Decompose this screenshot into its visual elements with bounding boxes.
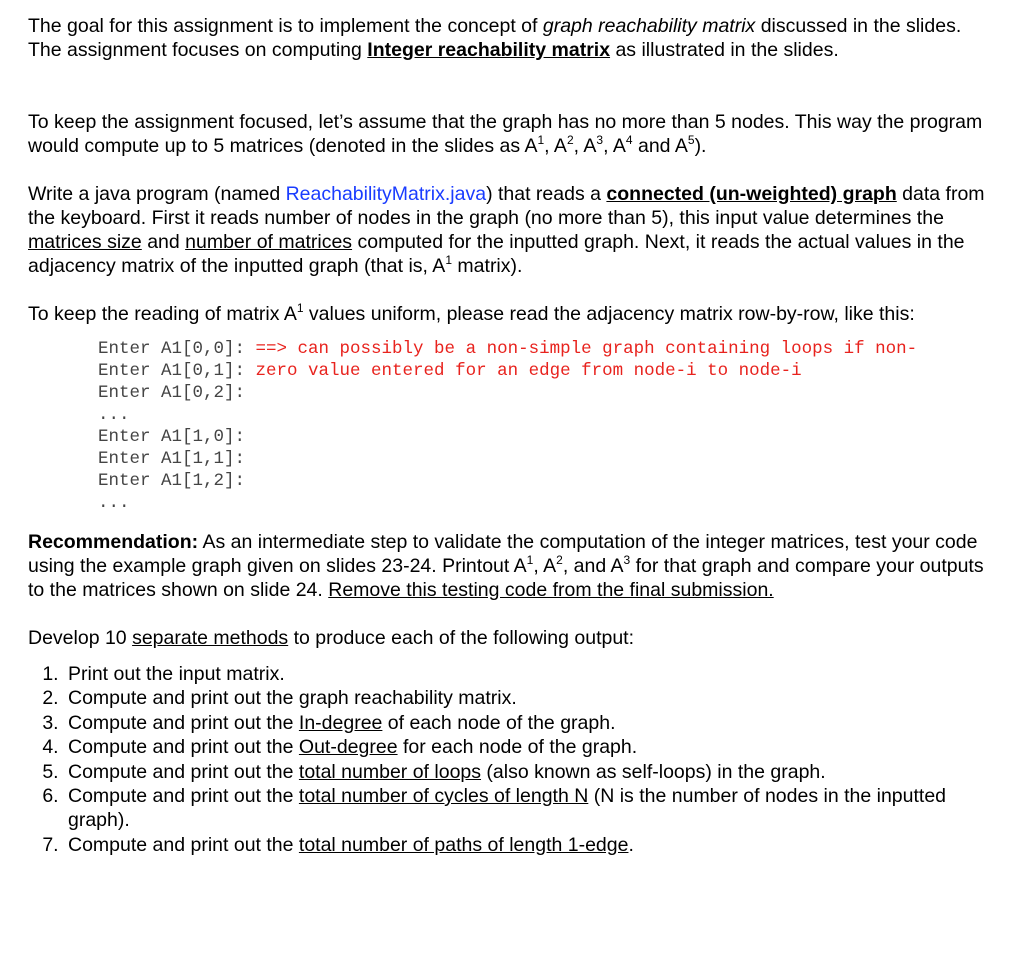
- code-line: Enter A1[0,0]: ==> can possibly be a non-simple graph containing loops if non-: [98, 339, 918, 359]
- recommendation-label: Recommendation:: [28, 531, 199, 553]
- code-line: Enter A1[0,1]: zero value entered for an edge from node-i to node-i: [98, 361, 802, 381]
- integer-reachability-matrix-term: Integer reachability matrix: [367, 39, 611, 61]
- recommendation-paragraph: Recommendation: As an intermediate step to validate the computation of the integer matrices, test your code using the example graph given on slides 23-24. Printout $A^1$, $A^2$, and $A^3$ for that graph and compare your outputs to the matrices shown on slide 24. Remove this testing code from the final submission.: [28, 531, 984, 601]
- matrices-size-term: matrices size: [28, 231, 142, 253]
- list-item: 7. Compute and print out the total number of paths of length 1-edge.: [64, 833, 988, 857]
- code-line: Enter A1[0,2]:: [98, 383, 246, 403]
- code-line: Enter A1[1,0]:: [98, 427, 246, 447]
- intro-paragraph: The goal for this assignment is to implement the concept of graph reachability matrix discussed in the slides. The assignment focuses on computing Integer reachability matrix as illustrated in the slides.: [28, 15, 962, 61]
- code-ellipsis: ...: [98, 405, 130, 425]
- connected-graph-term: connected (un-weighted) graph: [606, 183, 897, 205]
- scope-paragraph: To keep the assignment focused, let’s assume that the graph has no more than 5 nodes. This way the program would compute up to 5 matrices (denoted in the slides as $A^1$, $A^2$, $A^3$, $A^4$ and $A^5$).: [28, 111, 983, 157]
- remove-testing-code-note: Remove this testing code from the final submission.: [328, 579, 774, 601]
- code-ellipsis: ...: [98, 493, 130, 513]
- assignment-document: [28, 14, 988, 857]
- graph-reachability-matrix-term: graph reachability matrix: [542, 15, 756, 37]
- list-item: 1. Print out the input matrix.: [64, 662, 988, 686]
- list-item: 4. Compute and print out the Out-degree for each node of the graph.: [64, 735, 988, 759]
- input-format-paragraph: To keep the reading of matrix $A^1$ values uniform, please read the adjacency matrix row-by-row, like this:: [28, 300, 915, 325]
- requirements-list: [28, 662, 988, 857]
- list-item: 2. Compute and print out the graph reachability matrix.: [64, 686, 988, 710]
- list-item: 3. Compute and print out the In-degree of each node of the graph.: [64, 711, 988, 735]
- list-item: 5. Compute and print out the total number of loops (also known as self-loops) in the graph.: [64, 760, 988, 784]
- methods-paragraph: Develop 10 separate methods to produce each of the following output:: [28, 627, 635, 649]
- program-filename: ReachabilityMatrix.java: [285, 183, 487, 205]
- code-line: Enter A1[1,2]:: [98, 471, 246, 491]
- code-line: Enter A1[1,1]:: [98, 449, 246, 469]
- program-paragraph: Write a java program (named ReachabilityMatrix.java) that reads a connected (un-weighted) graph data from the keyboard. First it reads number of nodes in the graph (no more than 5), this input value determines the matrices size and number of matrices computed for the inputted graph. Next, it reads the actual values in the adjacency matrix of the inputted graph (that is, $A^1$ matrix).: [28, 183, 985, 277]
- code-annotation: zero value entered for an edge from node-i to node-i: [255, 361, 802, 381]
- number-of-matrices-term: number of matrices: [185, 231, 353, 253]
- separate-methods-term: separate methods: [132, 627, 289, 649]
- code-annotation: ==> can possibly be a non-simple graph containing loops if non-: [255, 339, 918, 359]
- input-example-code-block: [98, 330, 988, 514]
- list-item: 6. Compute and print out the total number of cycles of length N (N is the number of nodes in the inputted graph).: [64, 784, 988, 833]
